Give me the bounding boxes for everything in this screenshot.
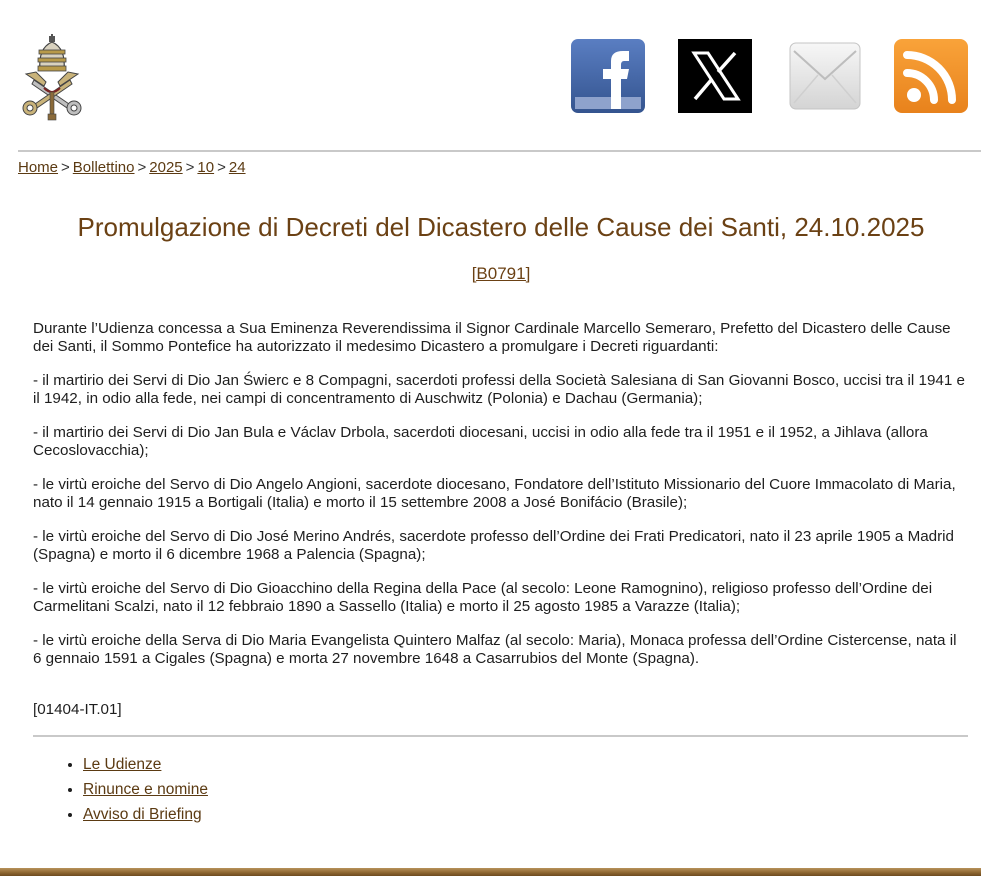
x-icon	[678, 39, 752, 113]
x-share-button[interactable]	[678, 39, 752, 113]
facebook-share-button[interactable]	[571, 39, 645, 113]
list-item	[83, 777, 208, 802]
article-body	[33, 320, 967, 684]
facebook-icon	[571, 39, 645, 113]
article-paragraph: - le virtù eroiche del Servo di Dio Angelo Angioni, sacerdote diocesano, Fondatore dell’Istituto Missionario del Cuore Immacolato di Maria, nato il 14 gennaio 1915 a Bortigali (Italia) e morto il 15 settembre 2008 a José Bonifácio (Brasile);	[33, 476, 956, 511]
breadcrumb-home[interactable]: Home	[18, 159, 59, 176]
bulletin-code	[0, 264, 981, 284]
breadcrumb-separator: >	[185, 159, 195, 176]
breadcrumb-separator: >	[137, 159, 147, 176]
article-paragraph: Durante l’Udienza concessa a Sua Eminenza Reverendissima il Signor Cardinale Marcello Semeraro, Prefetto del Dicastero delle Cause dei Santi, il Sommo Pontefice ha autorizzato il medesimo Dicastero a promulgare i Decreti riguardanti:	[33, 320, 951, 355]
breadcrumb-month[interactable]: 10	[197, 159, 215, 176]
related-links	[66, 752, 208, 827]
holy-see-keys-tiara-icon[interactable]	[16, 34, 88, 122]
article-reference: [01404-IT.01]	[33, 701, 122, 718]
mail-icon	[788, 39, 862, 113]
link-avviso-di-briefing[interactable]: Avviso di Briefing	[83, 806, 202, 823]
breadcrumb	[18, 159, 246, 176]
link-le-udienze[interactable]: Le Udienze	[83, 756, 162, 773]
breadcrumb-bollettino[interactable]: Bollettino	[72, 159, 135, 176]
bulletin-code-link[interactable]: [B0791]	[471, 264, 531, 283]
page-title: Promulgazione di Decreti del Dicastero delle Cause dei Santi, 24.10.2025	[77, 212, 925, 242]
header	[0, 0, 981, 150]
header-divider	[18, 150, 981, 152]
email-share-button[interactable]	[788, 39, 862, 113]
list-item	[83, 752, 208, 777]
breadcrumb-year[interactable]: 2025	[149, 159, 183, 176]
breadcrumb-separator: >	[217, 159, 226, 176]
article-paragraph: - le virtù eroiche della Serva di Dio Maria Evangelista Quintero Malfaz (al secolo: Maria), Monaca professa dell’Ordine Cistercense, nata il 6 gennaio 1591 a Cigales (Spagna) e morta 27 novembre 1648 a Casarrubios del Monte (Spagna).	[33, 632, 957, 667]
content-divider	[33, 735, 968, 737]
article-paragraph: - il martirio dei Servi di Dio Jan Bula e Václav Drbola, sacerdoti diocesani, uccisi in odio alla fede tra il 1951 e il 1952, a Jihlava (allora Cecoslovacchia);	[33, 424, 928, 459]
rss-icon	[894, 39, 968, 113]
article-paragraph: - le virtù eroiche del Servo di Dio Gioacchino della Regina della Pace (al secolo: Leone Ramognino), religioso professo dell’Ordine dei Carmelitani Scalzi, nato il 12 febbraio 1890 a Sassello (Italia) e morto il 25 agosto 1985 a Varazze (Italia);	[33, 580, 933, 615]
rss-feed-button[interactable]	[894, 39, 968, 113]
list-item	[83, 802, 208, 827]
breadcrumb-day[interactable]: 24	[228, 159, 246, 176]
article-paragraph: - le virtù eroiche del Servo di Dio José Merino Andrés, sacerdote professo dell’Ordine dei Frati Predicatori, nato il 23 aprile 1905 a Madrid (Spagna) e morto il 6 dicembre 1968 a Palencia (Spagna);	[33, 528, 954, 563]
link-rinunce-e-nomine[interactable]: Rinunce e nomine	[83, 781, 208, 798]
article-paragraph: - il martirio dei Servi di Dio Jan Świerc e 8 Compagni, sacerdoti professi della Società Salesiana di San Giovanni Bosco, uccisi tra il 1941 e il 1942, in odio alla fede, nei campi di concentramento di Auschwitz (Polonia) e Dachau (Germania);	[33, 372, 965, 407]
footer-band	[0, 868, 981, 876]
breadcrumb-separator: >	[61, 159, 70, 176]
